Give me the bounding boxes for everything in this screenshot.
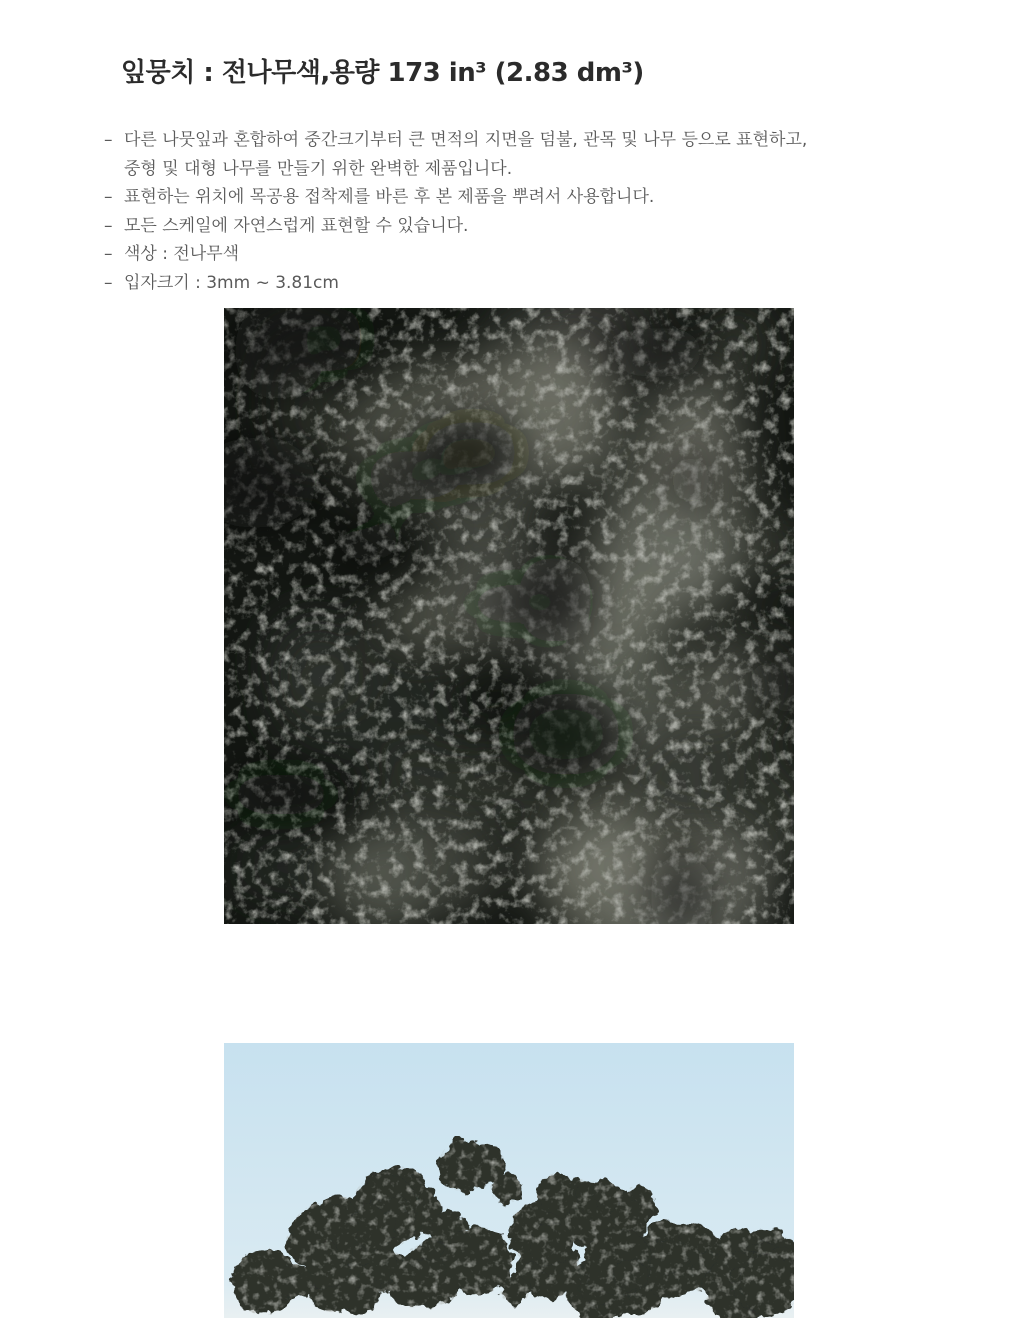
shadow-pocket-shape: [605, 327, 710, 378]
foliage-clump-shape: [438, 1140, 490, 1192]
foliage-clump-shape: [537, 1173, 577, 1213]
description-item: [104, 183, 964, 212]
product-description-list: [104, 126, 964, 297]
dash-bullet: –: [104, 272, 113, 293]
shadow-pocket-shape: [361, 451, 461, 501]
shadow-pocket-shape: [518, 555, 593, 645]
description-text: 표현하는 위치에 목공용 접착제를 바른 후 본 제품을 뿌려서 사용합니다.: [124, 187, 655, 207]
foliage-clump-shape: [615, 1258, 647, 1290]
foliage-clump-shape: [304, 1242, 350, 1288]
dash-bullet: –: [104, 215, 113, 236]
dash-bullet: –: [104, 187, 113, 207]
description-item: [104, 240, 964, 269]
description-item: [104, 212, 964, 241]
shadow-pocket-shape: [325, 525, 410, 563]
description-text: 입자크기 : 3mm ~ 3.81cm: [124, 272, 339, 293]
dash-bullet: –: [104, 130, 113, 150]
description-text-continued: 중형 및 대형 나무를 만들기 위한 완벽한 제품입니다.: [124, 158, 513, 179]
description-text: 다른 나뭇잎과 혼합하여 중간크기부터 큰 면적의 지면을 덤불, 관목 및 나무 등으로 표현하고,: [124, 130, 808, 150]
foliage-closeup-photo: [224, 308, 794, 924]
product-title: 잎뭉치 : 전나무색,용량 173 in³ (2.83 dm³): [121, 58, 644, 88]
shadow-pocket-shape: [224, 773, 339, 817]
shadow-pocket-shape: [668, 452, 714, 509]
description-text: 모든 스케일에 자연스럽게 표현할 수 있습니다.: [124, 215, 469, 236]
dash-bullet: –: [104, 244, 113, 264]
foliage-clump-shape: [389, 1259, 437, 1307]
foliage-clump-shape: [529, 1221, 573, 1265]
foliage-clump-shape: [654, 1240, 689, 1275]
foliage-sample-photo: [224, 1043, 794, 1318]
description-item: [104, 269, 964, 298]
foliage-clump-shape: [444, 1227, 512, 1295]
description-item: [104, 126, 964, 183]
shadow-pocket-shape: [510, 693, 622, 776]
description-text: 색상 : 전나무색: [124, 244, 240, 264]
